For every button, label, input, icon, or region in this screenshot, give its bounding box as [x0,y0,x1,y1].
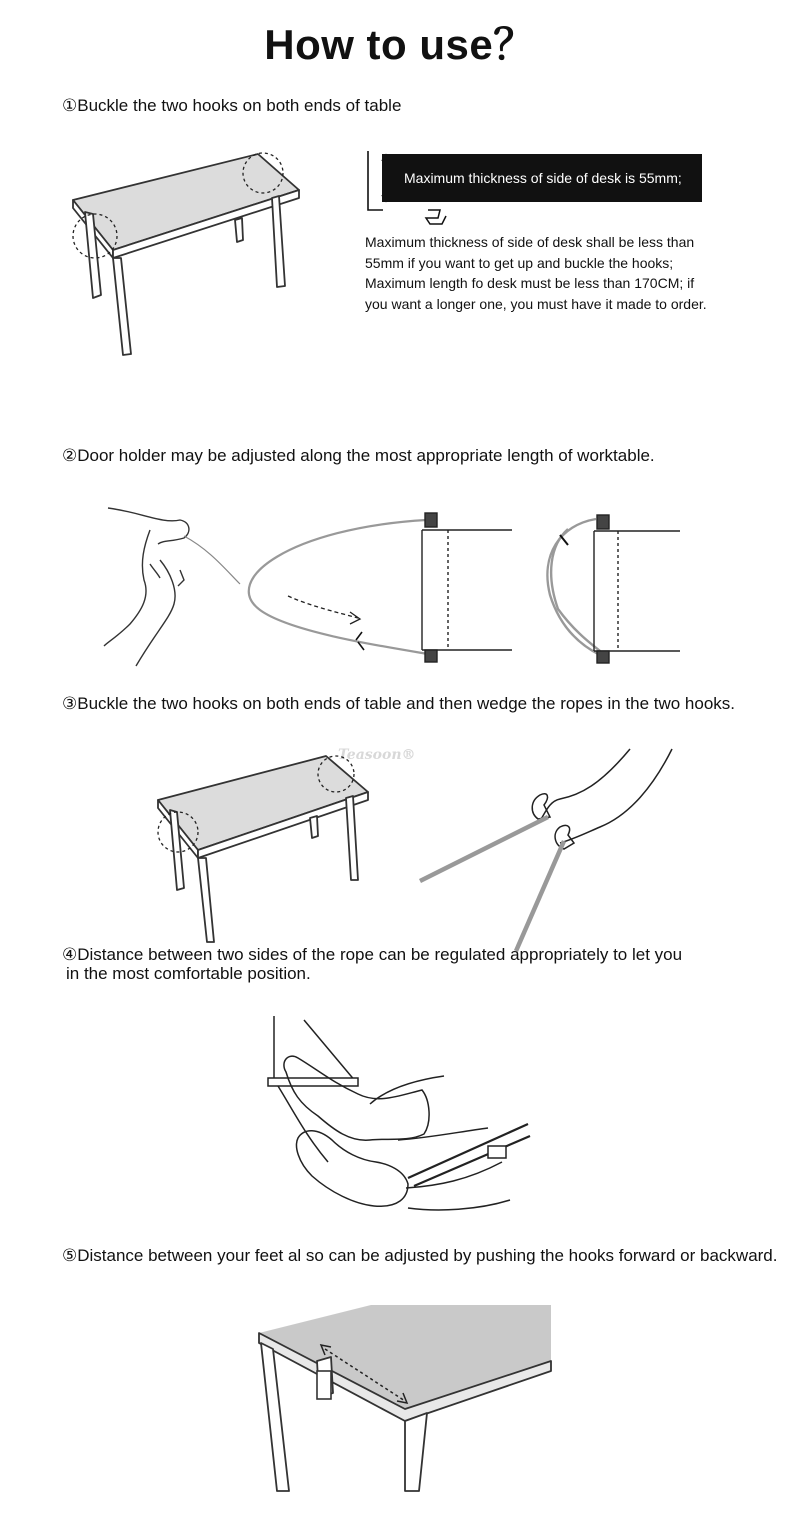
step-2-text: ②Door holder may be adjusted along the most appropriate length of worktable. [62,446,655,465]
thickness-callout [366,150,708,222]
adjusted-rope-illustration [530,505,790,675]
step-4-text-line-1: ④Distance between two sides of the rope can be regulated appropriately to let you [62,945,683,964]
table-illustration-1 [65,150,315,365]
desk-size-note: Maximum thickness of side of desk shall be less than 55mm if you want to get up and buckle the hooks; Maximum length fo desk must be less than 170CM; if you want a longer one, you must have it made to order. [365,234,707,312]
table-illustration-2 [150,752,375,947]
hook-icon [317,1371,331,1399]
table-corner-illustration [255,1305,555,1495]
step-5-text: ⑤Distance between your feet al so can be adjusted by pushing the hooks forward or backward. [62,1246,778,1265]
watermark: Teasoon® [338,747,416,763]
hook-shape-icon [418,202,498,232]
feet-in-hammock-illustration [258,1012,538,1222]
adjusting-holder-illustration [100,500,520,675]
step-1-text: ①Buckle the two hooks on both ends of table [62,96,402,115]
step-3-text: ③Buckle the two hooks on both ends of table and then wedge the ropes in the two hooks. [62,694,736,713]
step-4-text-line-2: in the most comfortable position. [66,964,311,983]
thickness-callout-label: Maximum thickness of side of desk is 55mm; [382,154,702,202]
page-title: How to use？ [264,21,536,68]
hooks-and-rope-illustration [410,745,690,955]
